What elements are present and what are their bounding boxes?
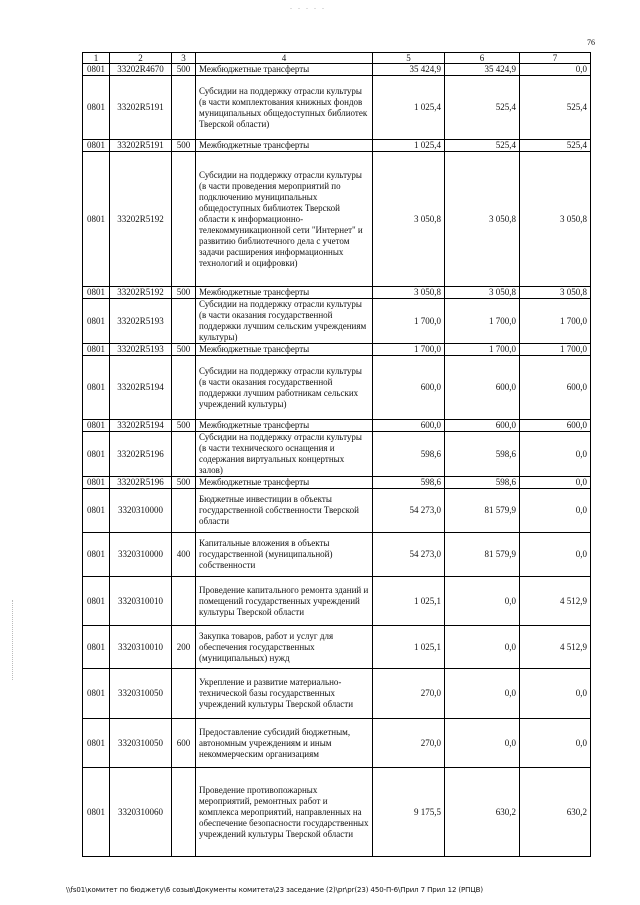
amount-year1-cell: 54 273,0 [373, 489, 445, 533]
expense-type-cell [172, 356, 196, 420]
description-cell: Закупка товаров, работ и услуг для обеспечения государственных (муниципальных) нужд [196, 626, 373, 669]
amount-year3-cell: 600,0 [520, 420, 591, 432]
table-row [83, 420, 591, 432]
expense-type-cell: 400 [172, 533, 196, 577]
amount-year1-cell: 1 025,1 [373, 626, 445, 669]
section-code-cell: 0801 [83, 719, 110, 768]
expense-type-cell: 600 [172, 719, 196, 768]
section-code-cell: 0801 [83, 432, 110, 477]
expense-type-cell [172, 768, 196, 857]
footer-file-path: \\fs01\комитет по бюджету\6 созыв\Документы комитета\23 заседание (2)\pr\pr(23) 450-П-6\Прил 7 Прил 12 (РПЦВ) [66, 886, 484, 894]
target-code-cell: 3320310050 [110, 669, 172, 719]
page-number: 76 [587, 38, 595, 47]
section-code-cell: 0801 [83, 299, 110, 344]
column-header: 3 [172, 53, 196, 64]
section-code-cell: 0801 [83, 669, 110, 719]
amount-year1-cell: 1 025,4 [373, 76, 445, 140]
amount-year2-cell: 3 050,8 [445, 287, 520, 299]
target-code-cell: 33202R5192 [110, 287, 172, 299]
amount-year2-cell: 81 579,9 [445, 489, 520, 533]
section-code-cell: 0801 [83, 477, 110, 489]
table-row [83, 533, 591, 577]
description-cell: Субсидии на поддержку отрасли культуры (в части комплектования книжных фондов муниципальных общедоступных библиотек Тверской области) [196, 76, 373, 140]
table-row [83, 344, 591, 356]
description-cell: Субсидии на поддержку отрасли культуры (в части проведения мероприятий по подключению муниципальных общедоступных библиотек Тверской области к информационно-телекоммуникационной сети "Интернет" и развитию библиотечного дела с учетом задачи расширения информационных технологий и оцифровки) [196, 152, 373, 287]
table-row [83, 432, 591, 477]
amount-year3-cell: 1 700,0 [520, 299, 591, 344]
table-row [83, 669, 591, 719]
section-code-cell: 0801 [83, 489, 110, 533]
section-code-cell: 0801 [83, 76, 110, 140]
expense-type-cell: 500 [172, 344, 196, 356]
amount-year2-cell: 525,4 [445, 140, 520, 152]
amount-year3-cell: 1 700,0 [520, 344, 591, 356]
section-code-cell: 0801 [83, 140, 110, 152]
amount-year1-cell: 1 025,4 [373, 140, 445, 152]
amount-year1-cell: 1 700,0 [373, 299, 445, 344]
amount-year2-cell: 0,0 [445, 577, 520, 626]
amount-year2-cell: 600,0 [445, 356, 520, 420]
amount-year3-cell: 0,0 [520, 489, 591, 533]
description-cell: Капитальные вложения в объекты государственной (муниципальной) собственности [196, 533, 373, 577]
section-code-cell: 0801 [83, 287, 110, 299]
column-header: 1 [83, 53, 110, 64]
description-cell: Межбюджетные трансферты [196, 477, 373, 489]
expense-type-cell: 500 [172, 477, 196, 489]
amount-year2-cell: 1 700,0 [445, 344, 520, 356]
table-row [83, 76, 591, 140]
amount-year2-cell: 525,4 [445, 76, 520, 140]
target-code-cell: 33202R5191 [110, 76, 172, 140]
description-cell: Проведение капитального ремонта зданий и помещений государственных учреждений культуры Тверской области [196, 577, 373, 626]
description-cell: Проведение противопожарных мероприятий, ремонтных работ и комплекса мероприятий, направленных на обеспечение безопасности государственных учреждений культуры Тверской области [196, 768, 373, 857]
target-code-cell: 3320310060 [110, 768, 172, 857]
table-row [83, 489, 591, 533]
table-body [83, 64, 591, 857]
amount-year1-cell: 270,0 [373, 719, 445, 768]
column-header: 7 [520, 53, 591, 64]
amount-year1-cell: 9 175,5 [373, 768, 445, 857]
amount-year2-cell: 3 050,8 [445, 152, 520, 287]
target-code-cell: 3320310050 [110, 719, 172, 768]
section-code-cell: 0801 [83, 768, 110, 857]
table-row [83, 719, 591, 768]
amount-year1-cell: 598,6 [373, 432, 445, 477]
table-row [83, 140, 591, 152]
amount-year2-cell: 630,2 [445, 768, 520, 857]
amount-year3-cell: 4 512,9 [520, 626, 591, 669]
expense-type-cell [172, 489, 196, 533]
amount-year3-cell: 0,0 [520, 64, 591, 76]
table-header-row [83, 53, 591, 64]
amount-year1-cell: 1 700,0 [373, 344, 445, 356]
amount-year2-cell: 35 424,9 [445, 64, 520, 76]
column-header: 2 [110, 53, 172, 64]
amount-year2-cell: 0,0 [445, 719, 520, 768]
description-cell: Предоставление субсидий бюджетным, автономным учреждениям и иным некоммерческим организациям [196, 719, 373, 768]
expense-type-cell: 500 [172, 140, 196, 152]
amount-year3-cell: 0,0 [520, 533, 591, 577]
target-code-cell: 33202R5191 [110, 140, 172, 152]
description-cell: Межбюджетные трансферты [196, 140, 373, 152]
target-code-cell: 33202R5192 [110, 152, 172, 287]
amount-year2-cell: 1 700,0 [445, 299, 520, 344]
expense-type-cell [172, 299, 196, 344]
amount-year3-cell: 3 050,8 [520, 287, 591, 299]
section-code-cell: 0801 [83, 344, 110, 356]
amount-year3-cell: 3 050,8 [520, 152, 591, 287]
target-code-cell: 33202R5193 [110, 299, 172, 344]
amount-year1-cell: 54 273,0 [373, 533, 445, 577]
description-cell: Межбюджетные трансферты [196, 287, 373, 299]
amount-year1-cell: 600,0 [373, 420, 445, 432]
description-cell: Межбюджетные трансферты [196, 344, 373, 356]
description-cell: Субсидии на поддержку отрасли культуры (в части оказания государственной поддержки лучшим сельским учреждениям культуры) [196, 299, 373, 344]
column-header: 5 [373, 53, 445, 64]
target-code-cell: 33202R5196 [110, 477, 172, 489]
description-cell: Субсидии на поддержку отрасли культуры (в части оказания государственной поддержки лучшим работникам сельских учреждений культуры) [196, 356, 373, 420]
margin-scan-artifact [12, 600, 15, 680]
table-row [83, 299, 591, 344]
description-cell: Укрепление и развитие материально-технической базы государственных учреждений культуры Тверской области [196, 669, 373, 719]
expense-type-cell [172, 577, 196, 626]
description-cell: Бюджетные инвестиции в объекты государственной собственности Тверской области [196, 489, 373, 533]
target-code-cell: 3320310010 [110, 577, 172, 626]
description-cell: Межбюджетные трансферты [196, 64, 373, 76]
amount-year3-cell: 0,0 [520, 432, 591, 477]
amount-year1-cell: 1 025,1 [373, 577, 445, 626]
amount-year3-cell: 600,0 [520, 356, 591, 420]
amount-year3-cell: 0,0 [520, 477, 591, 489]
budget-table [82, 52, 591, 857]
table-row [83, 477, 591, 489]
section-code-cell: 0801 [83, 577, 110, 626]
amount-year2-cell: 598,6 [445, 477, 520, 489]
target-code-cell: 33202R5193 [110, 344, 172, 356]
amount-year3-cell: 525,4 [520, 140, 591, 152]
amount-year2-cell: 0,0 [445, 626, 520, 669]
expense-type-cell: 500 [172, 420, 196, 432]
scan-mark: . . . . . [290, 2, 326, 11]
section-code-cell: 0801 [83, 533, 110, 577]
amount-year2-cell: 0,0 [445, 669, 520, 719]
target-code-cell: 33202R4670 [110, 64, 172, 76]
amount-year1-cell: 270,0 [373, 669, 445, 719]
table-row [83, 356, 591, 420]
table-row [83, 152, 591, 287]
target-code-cell: 3320310000 [110, 533, 172, 577]
section-code-cell: 0801 [83, 420, 110, 432]
expense-type-cell: 500 [172, 287, 196, 299]
section-code-cell: 0801 [83, 356, 110, 420]
expense-type-cell [172, 76, 196, 140]
amount-year1-cell: 600,0 [373, 356, 445, 420]
table-row [83, 577, 591, 626]
table-row [83, 626, 591, 669]
amount-year2-cell: 81 579,9 [445, 533, 520, 577]
expense-type-cell: 500 [172, 64, 196, 76]
table-row [83, 64, 591, 76]
amount-year3-cell: 630,2 [520, 768, 591, 857]
target-code-cell: 33202R5196 [110, 432, 172, 477]
section-code-cell: 0801 [83, 626, 110, 669]
amount-year1-cell: 3 050,8 [373, 152, 445, 287]
amount-year2-cell: 598,6 [445, 432, 520, 477]
section-code-cell: 0801 [83, 152, 110, 287]
column-header: 4 [196, 53, 373, 64]
amount-year1-cell: 35 424,9 [373, 64, 445, 76]
amount-year2-cell: 600,0 [445, 420, 520, 432]
target-code-cell: 33202R5194 [110, 420, 172, 432]
amount-year3-cell: 0,0 [520, 669, 591, 719]
expense-type-cell: 200 [172, 626, 196, 669]
target-code-cell: 3320310000 [110, 489, 172, 533]
amount-year3-cell: 525,4 [520, 76, 591, 140]
amount-year1-cell: 3 050,8 [373, 287, 445, 299]
section-code-cell: 0801 [83, 64, 110, 76]
description-cell: Субсидии на поддержку отрасли культуры (в части технического оснащения и содержания виртуальных концертных залов) [196, 432, 373, 477]
amount-year3-cell: 0,0 [520, 719, 591, 768]
table-row [83, 287, 591, 299]
description-cell: Межбюджетные трансферты [196, 420, 373, 432]
column-header: 6 [445, 53, 520, 64]
expense-type-cell [172, 152, 196, 287]
expense-type-cell [172, 432, 196, 477]
amount-year1-cell: 598,6 [373, 477, 445, 489]
target-code-cell: 3320310010 [110, 626, 172, 669]
target-code-cell: 33202R5194 [110, 356, 172, 420]
table-row [83, 768, 591, 857]
expense-type-cell [172, 669, 196, 719]
amount-year3-cell: 4 512,9 [520, 577, 591, 626]
